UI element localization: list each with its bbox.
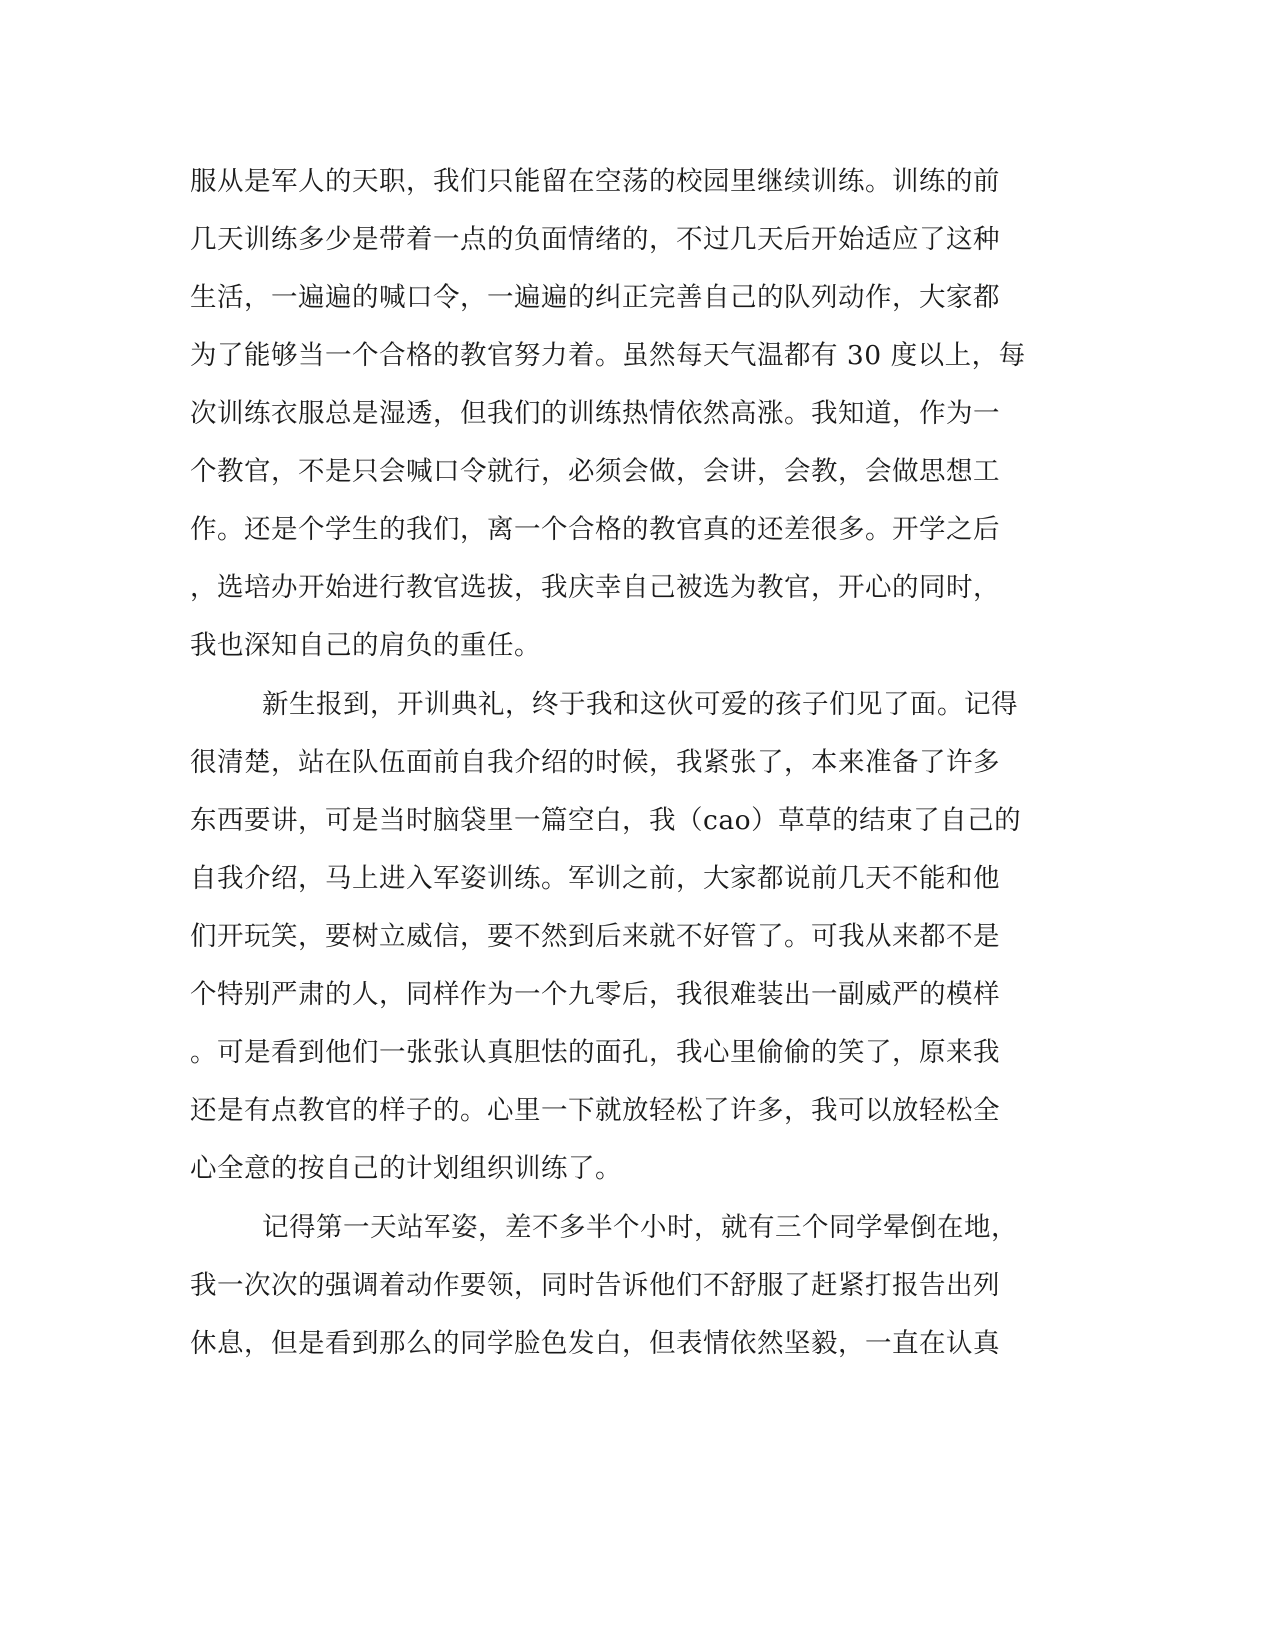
text-line: 我也深知自己的肩负的重任。 [190,630,541,661]
text-line: 休息，但是看到那么的同学脸色发白，但表情依然坚毅，一直在认真 [190,1328,1000,1359]
paragraph-first-line: 新生报到，开训典礼，终于我和这伙可爱的孩子们见了面。记得 [262,689,1018,720]
text-line: 。可是看到他们一张张认真胆怯的面孔，我心里偷偷的笑了，原来我 [190,1037,1000,1068]
text-line: 还是有点教官的样子的。心里一下就放轻松了许多，我可以放轻松全 [190,1095,1000,1126]
text-line: 我一次次的强调着动作要领，同时告诉他们不舒服了赶紧打报告出列 [190,1270,1000,1301]
text-line: 作。还是个学生的我们，离一个合格的教官真的还差很多。开学之后 [190,514,1000,545]
text-line: 服从是军人的天职，我们只能留在空荡的校园里继续训练。训练的前 [190,166,1000,197]
text-line: 生活，一遍遍的喊口令，一遍遍的纠正完善自己的队列动作，大家都 [190,282,1000,313]
text-line: 们开玩笑，要树立威信，要不然到后来就不好管了。可我从来都不是 [190,921,1000,952]
text-line: 个特别严肃的人，同样作为一个九零后，我很难装出一副威严的模样 [190,979,1000,1010]
text-line: 个教官，不是只会喊口令就行，必须会做，会讲，会教，会做思想工 [190,456,1000,487]
text-line: 为了能够当一个合格的教官努力着。虽然每天气温都有 30 度以上，每 [190,340,1026,371]
text-line: 次训练衣服总是湿透，但我们的训练热情依然高涨。我知道，作为一 [190,398,1000,429]
text-line: 几天训练多少是带着一点的负面情绪的，不过几天后开始适应了这种 [190,224,1000,255]
text-line: 心全意的按自己的计划组织训练了。 [190,1153,622,1184]
text-line: 自我介绍，马上进入军姿训练。军训之前，大家都说前几天不能和他 [190,863,1000,894]
text-line: 很清楚，站在队伍面前自我介绍的时候，我紧张了，本来准备了许多 [190,747,1000,778]
paragraph-first-line: 记得第一天站军姿，差不多半个小时，就有三个同学晕倒在地， [262,1212,1018,1243]
text-line: ，选培办开始进行教官选拔，我庆幸自己被选为教官，开心的同时， [190,572,1000,603]
text-line: 东西要讲，可是当时脑袋里一篇空白，我（cao）草草的结束了自己的 [190,805,1022,836]
